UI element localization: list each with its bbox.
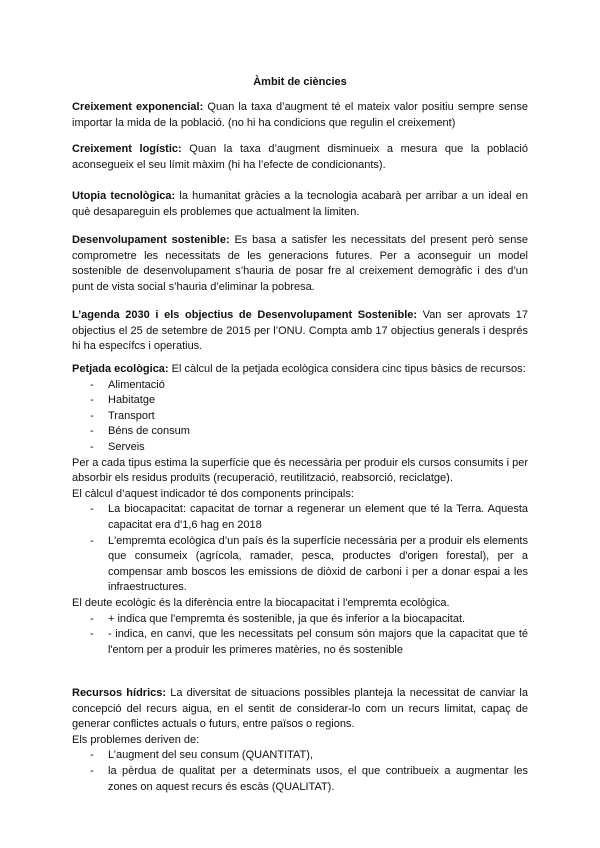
list-item <box>72 424 528 440</box>
item-text: L’augment del seu consum (QUANTITAT), <box>108 749 313 762</box>
paragraph-footprint <box>72 362 528 378</box>
paragraph: El càlcul d’aquest indicador té dos components principals: <box>72 487 354 500</box>
term: Creixement logístic: <box>72 143 182 155</box>
list-item <box>72 502 528 533</box>
dash: - <box>90 425 94 438</box>
item-text: Transport <box>108 409 155 422</box>
page-title: Àmbit de ciències <box>253 76 347 88</box>
item-text: - indica, en canvi, que les necessitats pel consum són majors que la capacitat que té l'entorn per a produir les primeres matèries, no és sostenible <box>108 628 528 656</box>
item-text: Serveis <box>108 440 145 453</box>
item-text: Béns de consum <box>108 425 190 438</box>
paragraph-utopia <box>72 189 528 220</box>
paragraph: Els problemes deriven de: <box>72 733 200 746</box>
definition: Van ser aprovats 17 objectius el 25 de setembre de 2015 per l’ONU. Compta amb 17 objectius generals i després hi ha específcs i operatius. <box>72 309 529 353</box>
dash: - <box>90 764 94 777</box>
item-text: la pèrdua de qualitat per a determinats usos, el que contribueix a augmentar les zones on aquest recurs és escàs (QUALITAT). <box>108 764 528 793</box>
item-text: La biocapacitat: capacitat de tornar a regenerar un element que té la Terra. Aquesta capacitat era d'1,6 hag en 2018 <box>108 503 528 531</box>
paragraph: El deute ecològic és la diferència entre la biocapacitat i l'empremta ecològica. <box>72 596 450 609</box>
dash: - <box>90 409 94 422</box>
definition: Es basa a satisfer les necessitats del present però sense comprometre les necessitats de les generacions futures. Per a aconseguir un model sostenible de desenvolupament s’hauria de posar fre al creixement demogràfic i des d’un punt de vista social s’hauria d’eliminar la pobresa. <box>72 234 528 293</box>
item-text: Habitatge <box>108 394 156 407</box>
list-item <box>72 378 528 394</box>
section-footprint <box>72 362 528 658</box>
dash: - <box>90 378 94 391</box>
dash: - <box>90 612 94 625</box>
definition: La diversitat de situacions possibles planteja la necessitat de canviar la concepció del recurs aigua, en el sentit de considerar-lo com un recurs limitat, capaç de generar conflictes actuals o futurs, entre països o regions. <box>72 687 528 731</box>
term: Desenvolupament sostenible: <box>72 234 230 246</box>
paragraph-exponential <box>72 100 528 131</box>
term: L’agenda 2030 i els objectius de Desenvolupament Sostenible: <box>72 309 418 321</box>
paragraph-sustainable <box>72 233 528 295</box>
dash: - <box>90 628 94 641</box>
list-item <box>72 534 528 596</box>
list-item <box>72 764 528 795</box>
definition: Quan la taxa d’augment té el mateix valor positiu sempre sense importar la mida de la població. (no hi ha condicions que regulin el creixement) <box>72 101 528 129</box>
paragraph-logistic <box>72 142 528 173</box>
resource-list <box>72 378 528 456</box>
definition: Quan la taxa d’augment disminueix a mesura que la població aconsegueix el seu límit màxim (hi ha l’efecte de condicionants). <box>72 143 528 171</box>
term: Creixement exponencial: <box>72 101 204 113</box>
paragraph: Per a cada tipus estima la superfície que és necessària per produir els cursos consumits i per absorbir els residus produïts (recuperació, reutilització, reabsorció, reciclatge). <box>72 456 528 485</box>
list-item <box>72 612 528 628</box>
term: Petjada ecològica: <box>72 363 169 375</box>
paragraph-water <box>72 686 528 733</box>
component-list <box>72 502 528 596</box>
list-item <box>72 748 528 764</box>
dash: - <box>90 749 94 762</box>
list-item <box>72 393 528 409</box>
list-item <box>72 409 528 425</box>
definition: la humanitat gràcies a la tecnologia acabarà per arribar a un ideal en què desapareguin els problemes que actualment la limiten. <box>72 190 529 218</box>
dash: - <box>90 394 94 407</box>
dash: - <box>90 503 94 516</box>
problem-list <box>72 748 528 795</box>
definition: El càlcul de la petjada ecològica considera cinc tipus bàsics de recursos: <box>168 363 526 375</box>
dash: - <box>90 440 94 453</box>
deficit-list <box>72 612 528 659</box>
section-water <box>72 686 528 795</box>
item-text: Alimentació <box>108 378 165 391</box>
dash: - <box>90 534 94 547</box>
item-text: L'empremta ecològica d’un país és la superfície necessària per a produir els elements que consumeix (agrícola, ramader, pesca, productes d'origen forestal), per a compensar amb boscos les emissions de diòxid de carboni i per a donar espai a les infraestructures. <box>108 534 528 594</box>
item-text: + indica que l'empremta és sostenible, ja que és inferior a la biocapacitat. <box>108 612 466 625</box>
paragraph-agenda2030 <box>72 308 528 355</box>
term: Utopia tecnològica: <box>72 190 176 202</box>
list-item <box>72 627 528 658</box>
list-item <box>72 440 528 456</box>
term: Recursos hídrics: <box>72 687 167 699</box>
